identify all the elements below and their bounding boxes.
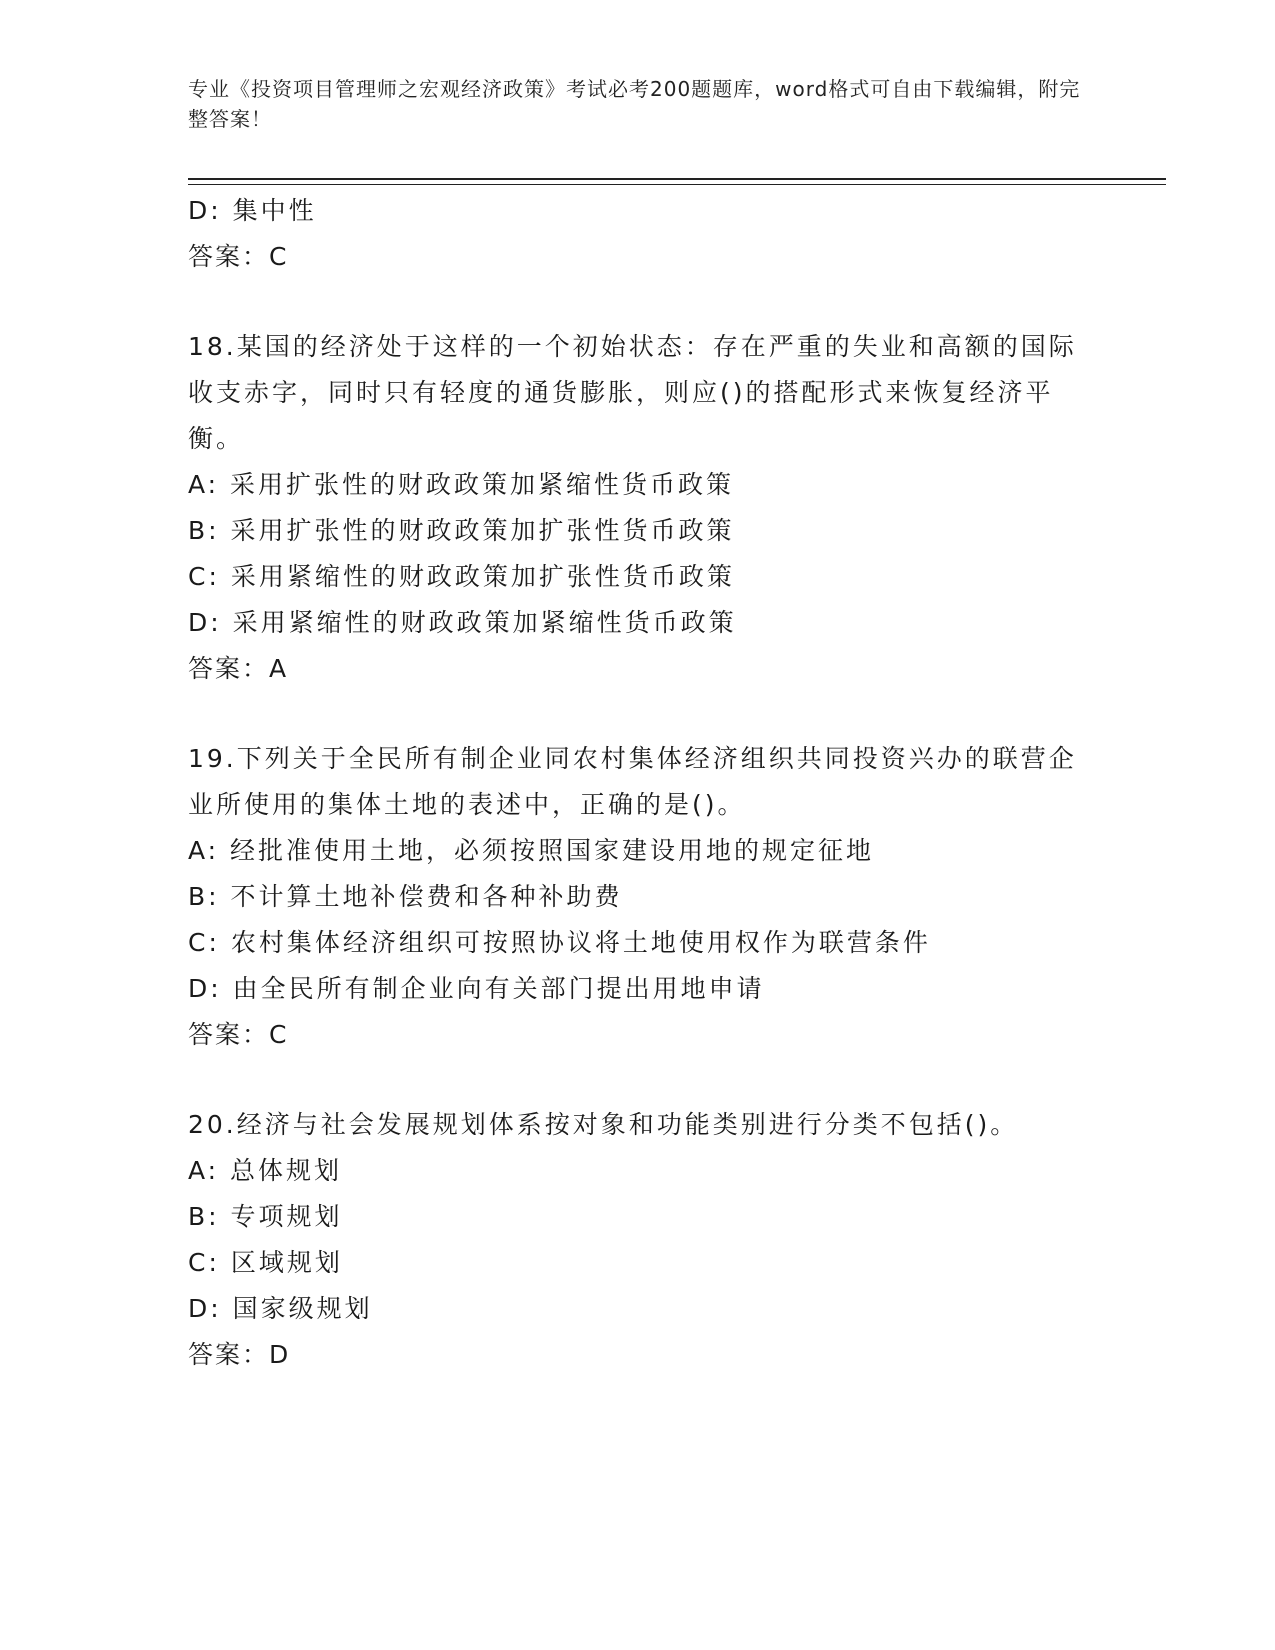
option-c: C: 采用紧缩性的财政政策加扩张性货币政策 <box>188 562 735 591</box>
question-stem: 20.经济与社会发展规划体系按对象和功能类别进行分类不包括()。 <box>188 1110 1019 1139</box>
option-c: C: 农村集体经济组织可按照协议将土地使用权作为联营条件 <box>188 928 931 957</box>
continued-option-d: D: 集中性 <box>188 196 317 225</box>
question-gap <box>188 1058 1088 1102</box>
option-a: A: 采用扩张性的财政政策加紧缩性货币政策 <box>188 470 735 499</box>
question-stem: 18.某国的经济处于这样的一个初始状态：存在严重的失业和高额的国际收支赤字，同时只有轻度的通货膨胀，则应()的搭配形式来恢复经济平衡。 <box>188 332 1077 453</box>
option-b: B: 采用扩张性的财政政策加扩张性货币政策 <box>188 516 735 545</box>
option-d: D: 由全民所有制企业向有关部门提出用地申请 <box>188 974 765 1003</box>
question-20 <box>188 1102 1088 1378</box>
option-a: A: 总体规划 <box>188 1156 343 1185</box>
header-rule-thick <box>188 178 1166 180</box>
answer-line: 答案：A <box>188 654 289 683</box>
question-19 <box>188 736 1088 1058</box>
document-header: 专业《投资项目管理师之宏观经济政策》考试必考200题题库，word格式可自由下载编辑，附完整答案！ <box>188 77 1081 131</box>
question-stem: 19.下列关于全民所有制企业同农村集体经济组织共同投资兴办的联营企业所使用的集体土地的表述中，正确的是()。 <box>188 744 1077 819</box>
header-rule-thin <box>188 184 1166 185</box>
answer-line: 答案：D <box>188 1340 291 1369</box>
question-18 <box>188 324 1088 692</box>
option-a: A: 经批准使用土地，必须按照国家建设用地的规定征地 <box>188 836 875 865</box>
question-gap <box>188 692 1088 736</box>
continued-answer: 答案：C <box>188 242 289 271</box>
option-b: B: 不计算土地补偿费和各种补助费 <box>188 882 623 911</box>
option-b: B: 专项规划 <box>188 1202 343 1231</box>
option-c: C: 区域规划 <box>188 1248 343 1277</box>
answer-line: 答案：C <box>188 1020 289 1049</box>
option-d: D: 采用紧缩性的财政政策加紧缩性货币政策 <box>188 608 737 637</box>
option-d: D: 国家级规划 <box>188 1294 373 1323</box>
question-gap <box>188 280 1088 324</box>
document-body <box>188 188 1088 1378</box>
